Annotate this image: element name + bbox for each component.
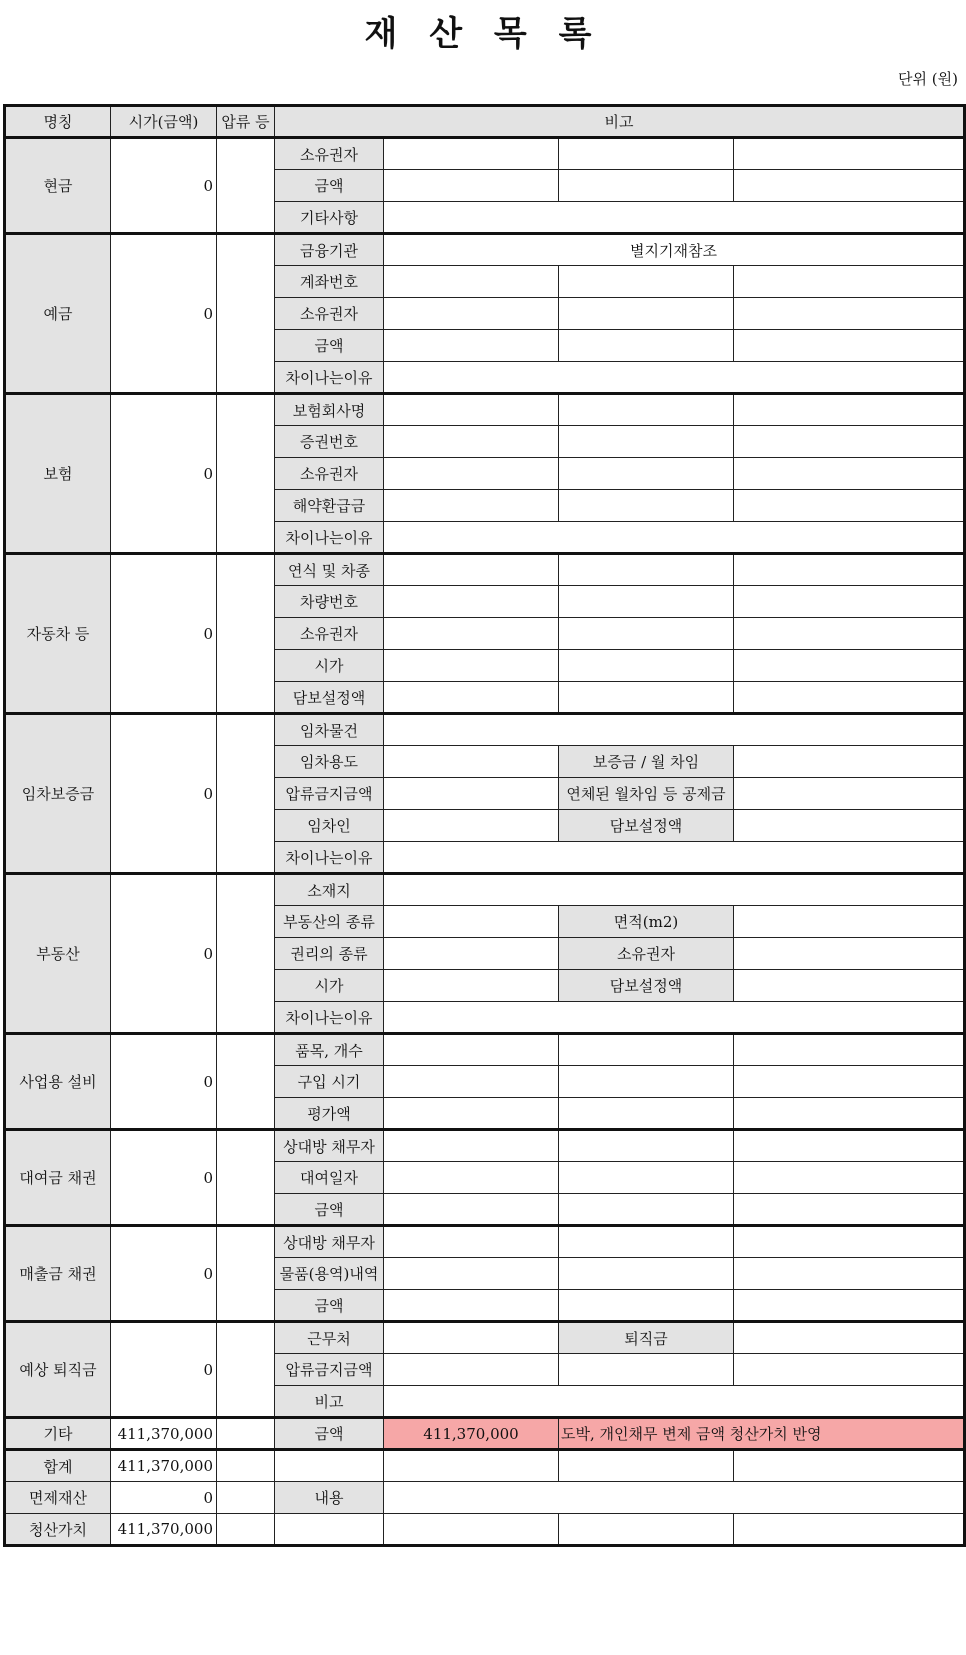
input-cell[interactable] [734, 1130, 965, 1162]
row-label: 구입 시기 [275, 1066, 384, 1098]
input-cell[interactable] [734, 554, 965, 586]
table-row [5, 714, 965, 746]
row-label: 상대방 채무자 [275, 1130, 384, 1162]
cash-value[interactable]: 0 [111, 138, 217, 234]
input-cell[interactable] [559, 1290, 734, 1322]
total-name: 합계 [5, 1450, 111, 1482]
table-row [5, 1226, 965, 1258]
input-cell[interactable] [384, 1450, 559, 1482]
input-cell[interactable] [734, 746, 965, 778]
realestate-seizure[interactable] [217, 874, 275, 1034]
lease-value[interactable]: 0 [111, 714, 217, 874]
row-label: 소유권자 [275, 618, 384, 650]
row-label: 임차인 [275, 810, 384, 842]
other-remark[interactable]: 도박, 개인채무 변제 금액 청산가치 반영 [559, 1418, 965, 1450]
input-cell[interactable] [559, 1450, 734, 1482]
input-cell[interactable] [734, 1098, 965, 1130]
lease-seizure[interactable] [217, 714, 275, 874]
exempt-name: 면제재산 [5, 1482, 111, 1514]
table-row [5, 394, 965, 426]
input-cell[interactable] [559, 1226, 734, 1258]
input-cell[interactable] [384, 266, 559, 298]
input-cell[interactable] [734, 650, 965, 682]
row-label: 소유권자 [275, 458, 384, 490]
row-label: 시가 [275, 650, 384, 682]
input-cell[interactable] [384, 138, 559, 170]
equipment-name: 사업용 설비 [5, 1034, 111, 1130]
input-cell[interactable] [384, 874, 965, 906]
input-cell[interactable] [734, 778, 965, 810]
input-cell[interactable] [384, 394, 559, 426]
row-label: 담보설정액 [275, 682, 384, 714]
loan-name: 대여금 채권 [5, 1130, 111, 1226]
input-cell[interactable] [734, 1450, 965, 1482]
input-cell[interactable] [559, 138, 734, 170]
input-cell[interactable] [734, 1290, 965, 1322]
input-cell[interactable] [559, 650, 734, 682]
row-label: 보험회사명 [275, 394, 384, 426]
input-cell[interactable] [384, 650, 559, 682]
input-cell[interactable] [734, 682, 965, 714]
input-cell[interactable] [384, 554, 559, 586]
deposit-name: 예금 [5, 234, 111, 394]
row-label: 소유권자 [275, 138, 384, 170]
sub-label: 보증금 / 월 차임 [559, 746, 734, 778]
input-cell[interactable] [384, 1482, 965, 1514]
input-cell[interactable] [734, 1066, 965, 1098]
row-label: 소재지 [275, 874, 384, 906]
table-row [5, 1514, 965, 1546]
row-label: 임차물건 [275, 714, 384, 746]
row-label: 압류금지금액 [275, 778, 384, 810]
row-label: 상대방 채무자 [275, 1226, 384, 1258]
table-row [5, 1130, 965, 1162]
loan-seizure[interactable] [217, 1130, 275, 1226]
input-cell[interactable] [559, 1162, 734, 1194]
input-cell[interactable] [384, 426, 559, 458]
input-cell[interactable] [559, 586, 734, 618]
liquidation-value: 411,370,000 [111, 1514, 217, 1546]
input-cell[interactable] [275, 1450, 384, 1482]
input-cell[interactable] [384, 1034, 559, 1066]
exempt-value[interactable]: 0 [111, 1482, 217, 1514]
sub-label: 퇴직금 [559, 1322, 734, 1354]
input-cell[interactable] [384, 522, 965, 554]
row-label: 부동산의 종류 [275, 906, 384, 938]
row-label: 증권번호 [275, 426, 384, 458]
row-label: 금액 [275, 170, 384, 202]
input-cell[interactable] [217, 1482, 275, 1514]
sub-label: 담보설정액 [559, 810, 734, 842]
insurance-value[interactable]: 0 [111, 394, 217, 554]
deposit-ref: 별지기재참조 [384, 234, 965, 266]
row-label: 내용 [275, 1482, 384, 1514]
row-label: 소유권자 [275, 298, 384, 330]
retirement-seizure[interactable] [217, 1322, 275, 1418]
input-cell[interactable] [734, 1514, 965, 1546]
input-cell[interactable] [559, 266, 734, 298]
cash-name: 현금 [5, 138, 111, 234]
input-cell[interactable] [384, 1322, 559, 1354]
insurance-name: 보험 [5, 394, 111, 554]
row-label: 해약환급금 [275, 490, 384, 522]
input-cell[interactable] [559, 618, 734, 650]
page-title: 재 산 목 록 [364, 14, 602, 54]
input-cell[interactable] [384, 586, 559, 618]
input-cell[interactable] [734, 1194, 965, 1226]
row-label: 대여일자 [275, 1162, 384, 1194]
input-cell[interactable] [734, 394, 965, 426]
table-row [5, 874, 965, 906]
table-row [5, 1482, 965, 1514]
row-label: 차량번호 [275, 586, 384, 618]
input-cell[interactable] [559, 1130, 734, 1162]
input-cell[interactable] [275, 1514, 384, 1546]
input-cell[interactable] [217, 1514, 275, 1546]
input-cell[interactable] [734, 1322, 965, 1354]
retirement-value[interactable]: 0 [111, 1322, 217, 1418]
input-cell[interactable] [734, 458, 965, 490]
input-cell[interactable] [384, 1386, 965, 1418]
row-label: 임차용도 [275, 746, 384, 778]
loan-value[interactable]: 0 [111, 1130, 217, 1226]
input-cell[interactable] [734, 938, 965, 970]
cash-seizure[interactable] [217, 138, 275, 234]
input-cell[interactable] [384, 1002, 965, 1034]
row-label: 금액 [275, 1418, 384, 1450]
lease-name: 임차보증금 [5, 714, 111, 874]
liquidation-name: 청산가치 [5, 1514, 111, 1546]
input-cell[interactable] [734, 586, 965, 618]
other-name: 기타 [5, 1418, 111, 1450]
row-label: 금액 [275, 330, 384, 362]
input-cell[interactable] [559, 1258, 734, 1290]
sales-name: 매출금 채권 [5, 1226, 111, 1322]
row-label: 평가액 [275, 1098, 384, 1130]
table-row [5, 1418, 965, 1450]
input-cell[interactable] [384, 298, 559, 330]
other-value[interactable]: 411,370,000 [111, 1418, 217, 1450]
header-name: 명칭 [5, 106, 111, 138]
table-row [5, 234, 965, 266]
input-cell[interactable] [384, 1354, 559, 1386]
input-cell[interactable] [384, 202, 965, 234]
row-label: 근무처 [275, 1322, 384, 1354]
input-cell[interactable] [559, 1098, 734, 1130]
input-cell[interactable] [734, 490, 965, 522]
input-cell[interactable] [384, 938, 559, 970]
equipment-value[interactable]: 0 [111, 1034, 217, 1130]
deposit-seizure[interactable] [217, 234, 275, 394]
unit-label: 단위 (원) [898, 70, 958, 88]
input-cell[interactable] [384, 714, 965, 746]
row-label: 압류금지금액 [275, 1354, 384, 1386]
input-cell[interactable] [384, 778, 559, 810]
input-cell[interactable] [734, 266, 965, 298]
equipment-seizure[interactable] [217, 1034, 275, 1130]
input-cell[interactable] [384, 970, 559, 1002]
input-cell[interactable] [384, 458, 559, 490]
row-label: 연식 및 차종 [275, 554, 384, 586]
input-cell[interactable] [384, 842, 965, 874]
input-cell[interactable] [384, 1226, 559, 1258]
row-label: 기타사항 [275, 202, 384, 234]
input-cell[interactable] [384, 362, 965, 394]
input-cell[interactable] [384, 1258, 559, 1290]
input-cell[interactable] [559, 298, 734, 330]
input-cell[interactable] [559, 330, 734, 362]
input-cell[interactable] [384, 1194, 559, 1226]
sub-label: 면적(m2) [559, 906, 734, 938]
table-row [5, 1034, 965, 1066]
input-cell[interactable] [734, 1258, 965, 1290]
input-cell[interactable] [734, 810, 965, 842]
input-cell[interactable] [384, 810, 559, 842]
realestate-name: 부동산 [5, 874, 111, 1034]
retirement-name: 예상 퇴직금 [5, 1322, 111, 1418]
realestate-value[interactable]: 0 [111, 874, 217, 1034]
sales-value[interactable]: 0 [111, 1226, 217, 1322]
row-label: 차이나는이유 [275, 1002, 384, 1034]
row-label: 권리의 종류 [275, 938, 384, 970]
input-cell[interactable] [384, 170, 559, 202]
input-cell[interactable] [384, 1066, 559, 1098]
input-cell[interactable] [384, 330, 559, 362]
input-cell[interactable] [734, 1354, 965, 1386]
row-label: 계좌번호 [275, 266, 384, 298]
property-list-table [3, 104, 966, 1547]
vehicle-value[interactable]: 0 [111, 554, 217, 714]
input-cell[interactable] [559, 458, 734, 490]
input-cell[interactable] [384, 906, 559, 938]
input-cell[interactable] [559, 1194, 734, 1226]
vehicle-name: 자동차 등 [5, 554, 111, 714]
input-cell[interactable] [384, 1130, 559, 1162]
input-cell[interactable] [384, 1098, 559, 1130]
row-label: 금액 [275, 1194, 384, 1226]
input-cell[interactable] [559, 1354, 734, 1386]
row-label: 품목, 개수 [275, 1034, 384, 1066]
input-cell[interactable] [734, 618, 965, 650]
input-cell[interactable] [734, 970, 965, 1002]
input-cell[interactable] [384, 1514, 559, 1546]
input-cell[interactable] [217, 1450, 275, 1482]
input-cell[interactable] [559, 170, 734, 202]
input-cell[interactable] [559, 1066, 734, 1098]
input-cell[interactable] [734, 426, 965, 458]
input-cell[interactable] [734, 330, 965, 362]
sub-label: 담보설정액 [559, 970, 734, 1002]
row-label: 시가 [275, 970, 384, 1002]
sales-seizure[interactable] [217, 1226, 275, 1322]
input-cell[interactable] [734, 1034, 965, 1066]
deposit-value[interactable]: 0 [111, 234, 217, 394]
table-row [5, 1450, 965, 1482]
row-label: 차이나는이유 [275, 842, 384, 874]
total-value: 411,370,000 [111, 1450, 217, 1482]
header-note: 비고 [275, 106, 965, 138]
row-label: 금융기관 [275, 234, 384, 266]
input-cell[interactable] [384, 618, 559, 650]
input-cell[interactable] [384, 490, 559, 522]
row-label: 금액 [275, 1290, 384, 1322]
row-label: 물품(용역)내역 [275, 1258, 384, 1290]
input-cell[interactable] [734, 906, 965, 938]
input-cell[interactable] [384, 1162, 559, 1194]
input-cell[interactable] [384, 682, 559, 714]
other-amount[interactable]: 411,370,000 [384, 1418, 559, 1450]
input-cell[interactable] [384, 1290, 559, 1322]
other-seizure[interactable] [217, 1418, 275, 1450]
input-cell[interactable] [734, 298, 965, 330]
row-label: 차이나는이유 [275, 522, 384, 554]
header-value: 시가(금액) [111, 106, 217, 138]
input-cell[interactable] [559, 1514, 734, 1546]
input-cell[interactable] [559, 1034, 734, 1066]
row-label: 차이나는이유 [275, 362, 384, 394]
input-cell[interactable] [559, 682, 734, 714]
input-cell[interactable] [559, 554, 734, 586]
table-row [5, 138, 965, 170]
input-cell[interactable] [734, 1226, 965, 1258]
input-cell[interactable] [734, 1162, 965, 1194]
table-row [5, 1322, 965, 1354]
table-header-row [5, 106, 965, 138]
sub-label: 소유권자 [559, 938, 734, 970]
input-cell[interactable] [384, 746, 559, 778]
row-label: 비고 [275, 1386, 384, 1418]
header-seizure: 압류 등 [217, 106, 275, 138]
input-cell[interactable] [734, 138, 965, 170]
vehicle-seizure[interactable] [217, 554, 275, 714]
input-cell[interactable] [734, 170, 965, 202]
insurance-seizure[interactable] [217, 394, 275, 554]
table-row [5, 554, 965, 586]
input-cell[interactable] [559, 394, 734, 426]
sub-label: 연체된 월차임 등 공제금 [559, 778, 734, 810]
input-cell[interactable] [559, 490, 734, 522]
input-cell[interactable] [559, 426, 734, 458]
